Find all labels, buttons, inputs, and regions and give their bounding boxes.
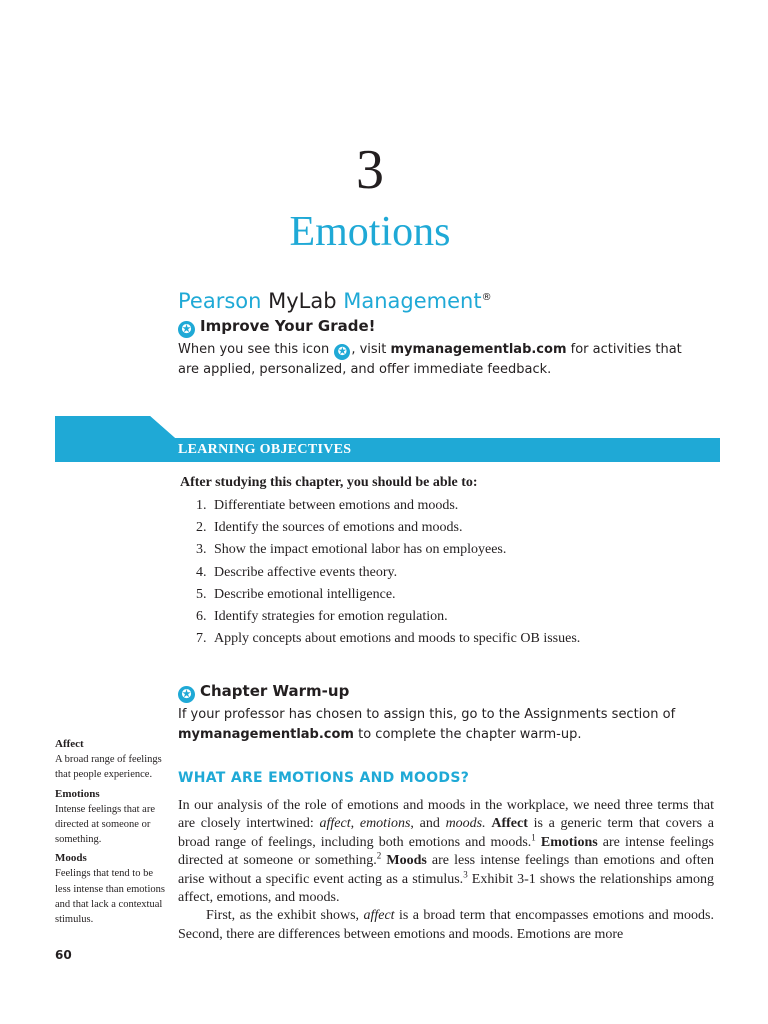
- chapter-number: 3: [356, 139, 384, 201]
- objective-item: 3. Show the impact emotional labor has on employees.: [196, 542, 507, 558]
- mylab-title-pearson: Pearson: [178, 289, 269, 313]
- objective-item: 2. Identify the sources of emotions and moods.: [196, 520, 463, 536]
- mylab-title: [178, 283, 492, 316]
- improve-grade-text: [178, 340, 698, 380]
- glossary-definition: Feelings that tend to be less intense than emotions and that lack a contextual stimulus.: [55, 868, 165, 926]
- registered-mark: ®: [481, 292, 492, 303]
- chapter-warmup-text: [178, 705, 698, 745]
- objective-item: 7. Apply concepts about emotions and moods to specific OB issues.: [196, 631, 581, 647]
- glossary-definition: A broad range of feelings that people experience.: [55, 754, 162, 781]
- warmup-text-after: to complete the chapter warm-up.: [353, 727, 582, 742]
- glossary-definition: Intense feelings that are directed at someone or something.: [55, 803, 155, 846]
- mylab-site-link[interactable]: mymanagementlab.com: [390, 342, 567, 357]
- mylab-title-management: Management: [336, 289, 482, 313]
- paragraph-1: In our analysis of the role of emotions and moods in the workplace, we need three terms that are closely intertwined: affect, emotions, and moods. Affect is a generic term that covers a broad range of feelings, including both emotions and moods.$^1$ Emotions are intense feelings directed at someone or something.$^2$ Moods are less intense feelings than emotions and often arise without a specific event acting as a stimulus.$^3$ Exhibit 3-1 shows the relationships among affect, emotions, and moods.: [178, 798, 715, 906]
- chapter-warmup-heading: [178, 680, 349, 703]
- term-moods: Moods: [386, 853, 427, 869]
- section-heading: WHAT ARE EMOTIONS AND MOODS?: [178, 770, 470, 786]
- objective-item: 4. Describe affective events theory.: [196, 564, 398, 580]
- footnote-ref: 2: [376, 850, 382, 861]
- chapter-title: Emotions: [289, 209, 451, 255]
- warmup-site-link[interactable]: mymanagementlab.com: [178, 727, 354, 742]
- learning-objectives-heading: LEARNING OBJECTIVES: [178, 442, 352, 457]
- learning-objectives-list: [196, 495, 580, 650]
- improve-text-end: for activities that are applied, personalized, and offer immediate feedback.: [178, 342, 682, 377]
- mylab-title-mylab: MyLab: [268, 289, 337, 313]
- improve-grade-label: Improve Your Grade!: [200, 317, 376, 335]
- improve-grade-heading: [178, 314, 376, 338]
- star-in-circle-icon: ✪: [178, 686, 195, 703]
- body-text: [178, 797, 714, 944]
- glossary-term: Affect: [55, 738, 84, 750]
- glossary-term: Moods: [55, 852, 87, 865]
- improve-text-after-icon: , visit: [351, 342, 391, 357]
- learning-objectives-banner: [55, 416, 720, 462]
- term-emotions: Emotions: [540, 834, 598, 850]
- improve-text-before: When you see this icon: [178, 342, 334, 357]
- footnote-ref: 1: [531, 832, 536, 843]
- star-in-circle-icon: ✪: [334, 344, 350, 360]
- objective-item: 5. Describe emotional intelligence.: [196, 586, 396, 602]
- footnote-ref: 3: [463, 868, 468, 879]
- star-in-circle-icon: ✪: [178, 321, 195, 338]
- margin-glossary: [55, 737, 170, 928]
- chapter-warmup-label: Chapter Warm-up: [200, 682, 350, 700]
- paragraph-2: First, as the exhibit shows, affect is a broad term that encompasses emotions and moods. Second, there are differences between emotions and moods. Emotions are more: [178, 908, 714, 942]
- learning-objectives-intro: After studying this chapter, you should be able to:: [180, 475, 478, 490]
- page-number: 60: [55, 948, 72, 962]
- objective-item: 6. Identify strategies for emotion regulation.: [196, 609, 448, 625]
- term-affect: Affect: [491, 816, 528, 832]
- objective-item: 1. Differentiate between emotions and moods.: [196, 498, 459, 513]
- warmup-text-before: If your professor has chosen to assign this, go to the Assignments section of: [178, 707, 676, 722]
- glossary-term: Emotions: [55, 787, 100, 800]
